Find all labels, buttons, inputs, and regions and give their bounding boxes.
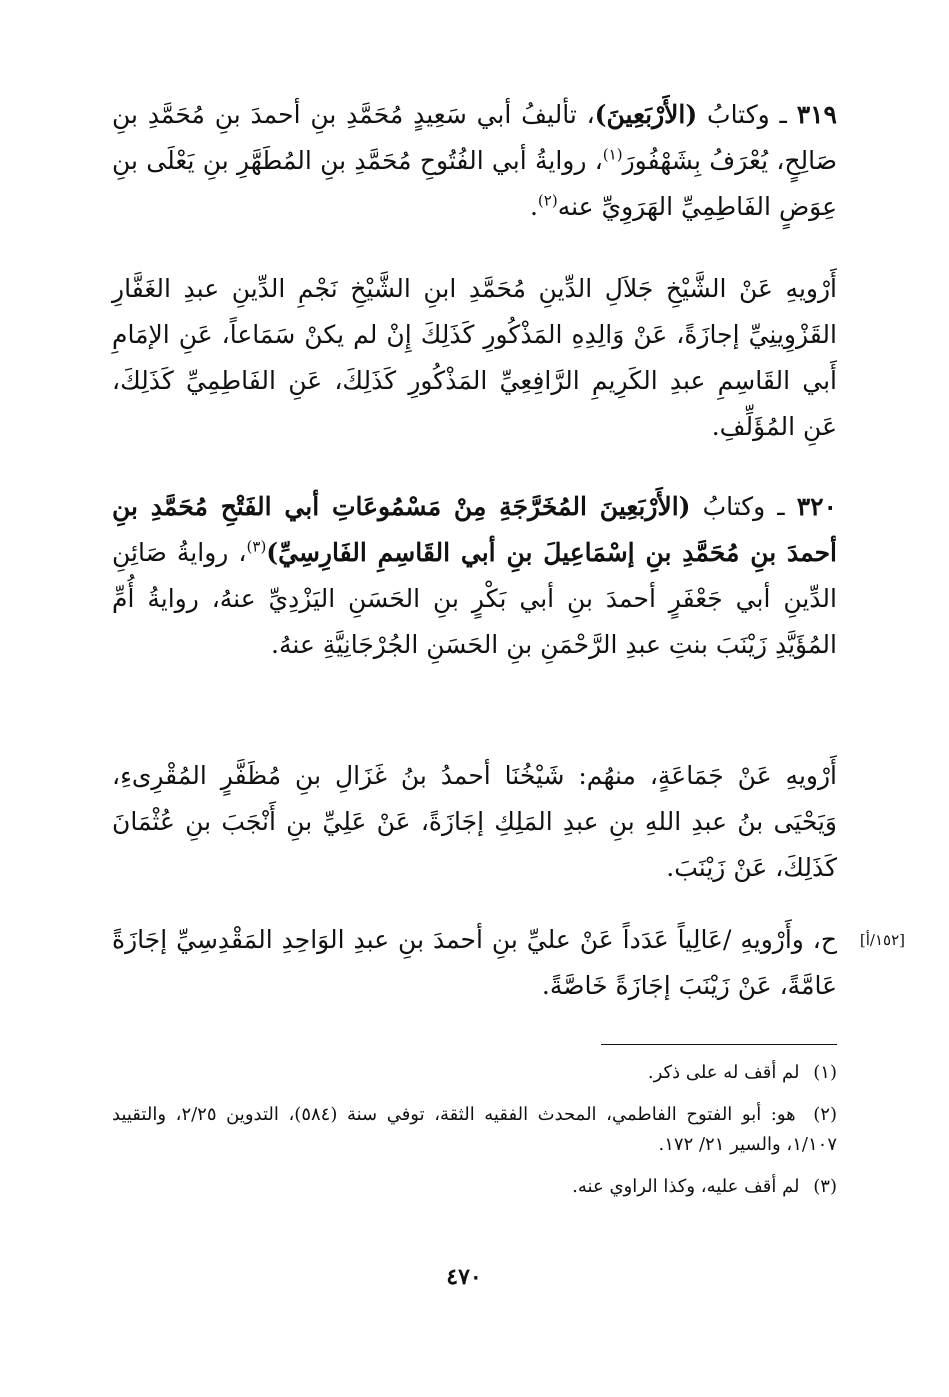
footnote-text: لم أقف له على ذكر. xyxy=(647,1062,800,1083)
entry-dash: ـ xyxy=(777,492,785,521)
entry-number: ٣٢٠ xyxy=(796,492,837,521)
ha-paragraph: ح، وأَرْويهِ /عَالِياً عَدَداً عَنْ عليِّ بنِ أحمدَ بنِ عبدِ الوَاحِدِ المَقْدِسِيِّ إجَازَةً عَامَّةً، عَنْ زَيْنَبَ إجَازَةً خَاصَّةً. xyxy=(112,925,837,1000)
book-title: (الأَرْبَعِينَ) xyxy=(594,100,698,129)
entry-319-paragraph xyxy=(112,92,837,230)
entry-320-paragraph xyxy=(112,484,837,668)
footnote-item xyxy=(112,1172,837,1202)
entry-text: ، تأليفُ أبي سَعِيدٍ مُحَمَّدِ بنِ أحمدَ بنِ مُحَمَّدِ بنِ صَالِحٍ، يُعْرَفُ بِشَهْفُورَ xyxy=(112,100,837,175)
entry-320-isnad: أَرْويهِ عَنْ جَمَاعَةٍ، منهُم: شَيْخُنَا أحمدُ بنُ غَزَالِ بنِ مُظَفَّرٍ المُقْرِىءِ، وَيَحْيَى بنُ عبدِ اللهِ بنِ عبدِ المَلِكِ إجَازَةً، عَنْ عَلِيِّ بنِ أَنْجَبَ بنِ عُثْمَانَ كَذَلِكَ، عَنْ زَيْنَبَ. xyxy=(112,761,837,882)
manuscript-folio-reference: [١٥٢/أ] xyxy=(859,931,905,949)
page-number: ٤٧٠ xyxy=(446,1264,482,1290)
entry-text: ، روايةُ صَائِنِ الدِّينِ أبي جَعْفَرٍ أحمدَ بنِ أبي بَكْرٍ بنِ الحَسَنِ اليَزْدِيِّ عنهُ، روايةُ أُمِّ المُؤَيَّدِ زَيْنَبَ بنتِ عبدِ الرَّحْمَنِ بنِ الحَسَنِ الجُرْجَانِيَّةِ عنهُ. xyxy=(112,538,837,659)
footnote-item xyxy=(112,1100,837,1160)
footnote-marker: (٣) xyxy=(246,537,267,556)
entry-number: ٣١٩ xyxy=(796,100,837,129)
footnote-number: (١) xyxy=(813,1062,837,1083)
entry-319-isnad: أَرْويهِ عَنْ الشَّيْخِ جَلاَلِ الدِّينِ مُحَمَّدِ ابنِ الشَّيْخِ نَجْمِ الدِّينِ عبدِ الغَفَّارِ القَزْوِينِيِّ إجازَةً، عَنْ وَالِدِهِ المَذْكُورِ كَذَلِكَ إِنْ لم يكنْ سَمَاعاً، عَنِ الإمَامِ أَبي القَاسِمِ عبدِ الكَرِيمِ الرَّافِعِيِّ المَذْكُورِ كَذَلِكَ، عَنِ الفَاطِمِيِّ كَذَلِكَ، عَنِ المُؤَلِّفِ. xyxy=(112,274,838,441)
footnotes-section xyxy=(112,1058,837,1214)
footnote-text: لم أقف عليه، وكذا الراوي عنه. xyxy=(572,1176,800,1197)
footnote-number: (٢) xyxy=(813,1104,837,1125)
footnote-marker: (٢) xyxy=(537,191,558,210)
footnote-marker: (١) xyxy=(602,145,623,164)
entry-end: . xyxy=(529,192,538,221)
footnote-separator xyxy=(601,1044,837,1045)
entry-text-continued: ، روايةُ أبي الفُتُوحِ مُحَمَّدِ بنِ المُطَهَّرِ بنِ يَعْلَى بنِ عِوَضٍ الفَاطِمِيِّ الهَرَوِيِّ عنه xyxy=(112,146,837,221)
book-title: (الأَرْبَعِينَ المُخَرَّجَةِ مِنْ مَسْمُوعَاتِ أبي الفَتْحِ مُحَمَّدِ بنِ أحمدَ بنِ مُحَمَّدِ بنِ إسْمَاعِيلَ بنِ أبي القَاسِمِ الفَارِسِيِّ) xyxy=(112,492,838,567)
entry-lead: وكتابُ xyxy=(707,100,770,129)
entry-dash: ـ xyxy=(779,100,787,129)
footnote-number: (٣) xyxy=(813,1176,837,1197)
footnote-text: هو: أبو الفتوح الفاطمي، المحدث الفقيه الثقة، توفي سنة (٥٨٤)، التدوين ٢/٢٥، والتقييد ١/١٠٧، والسير ٢١/ ١٧٢. xyxy=(112,1104,837,1155)
entry-lead: وكتابُ xyxy=(702,492,766,521)
footnote-item xyxy=(112,1058,837,1088)
